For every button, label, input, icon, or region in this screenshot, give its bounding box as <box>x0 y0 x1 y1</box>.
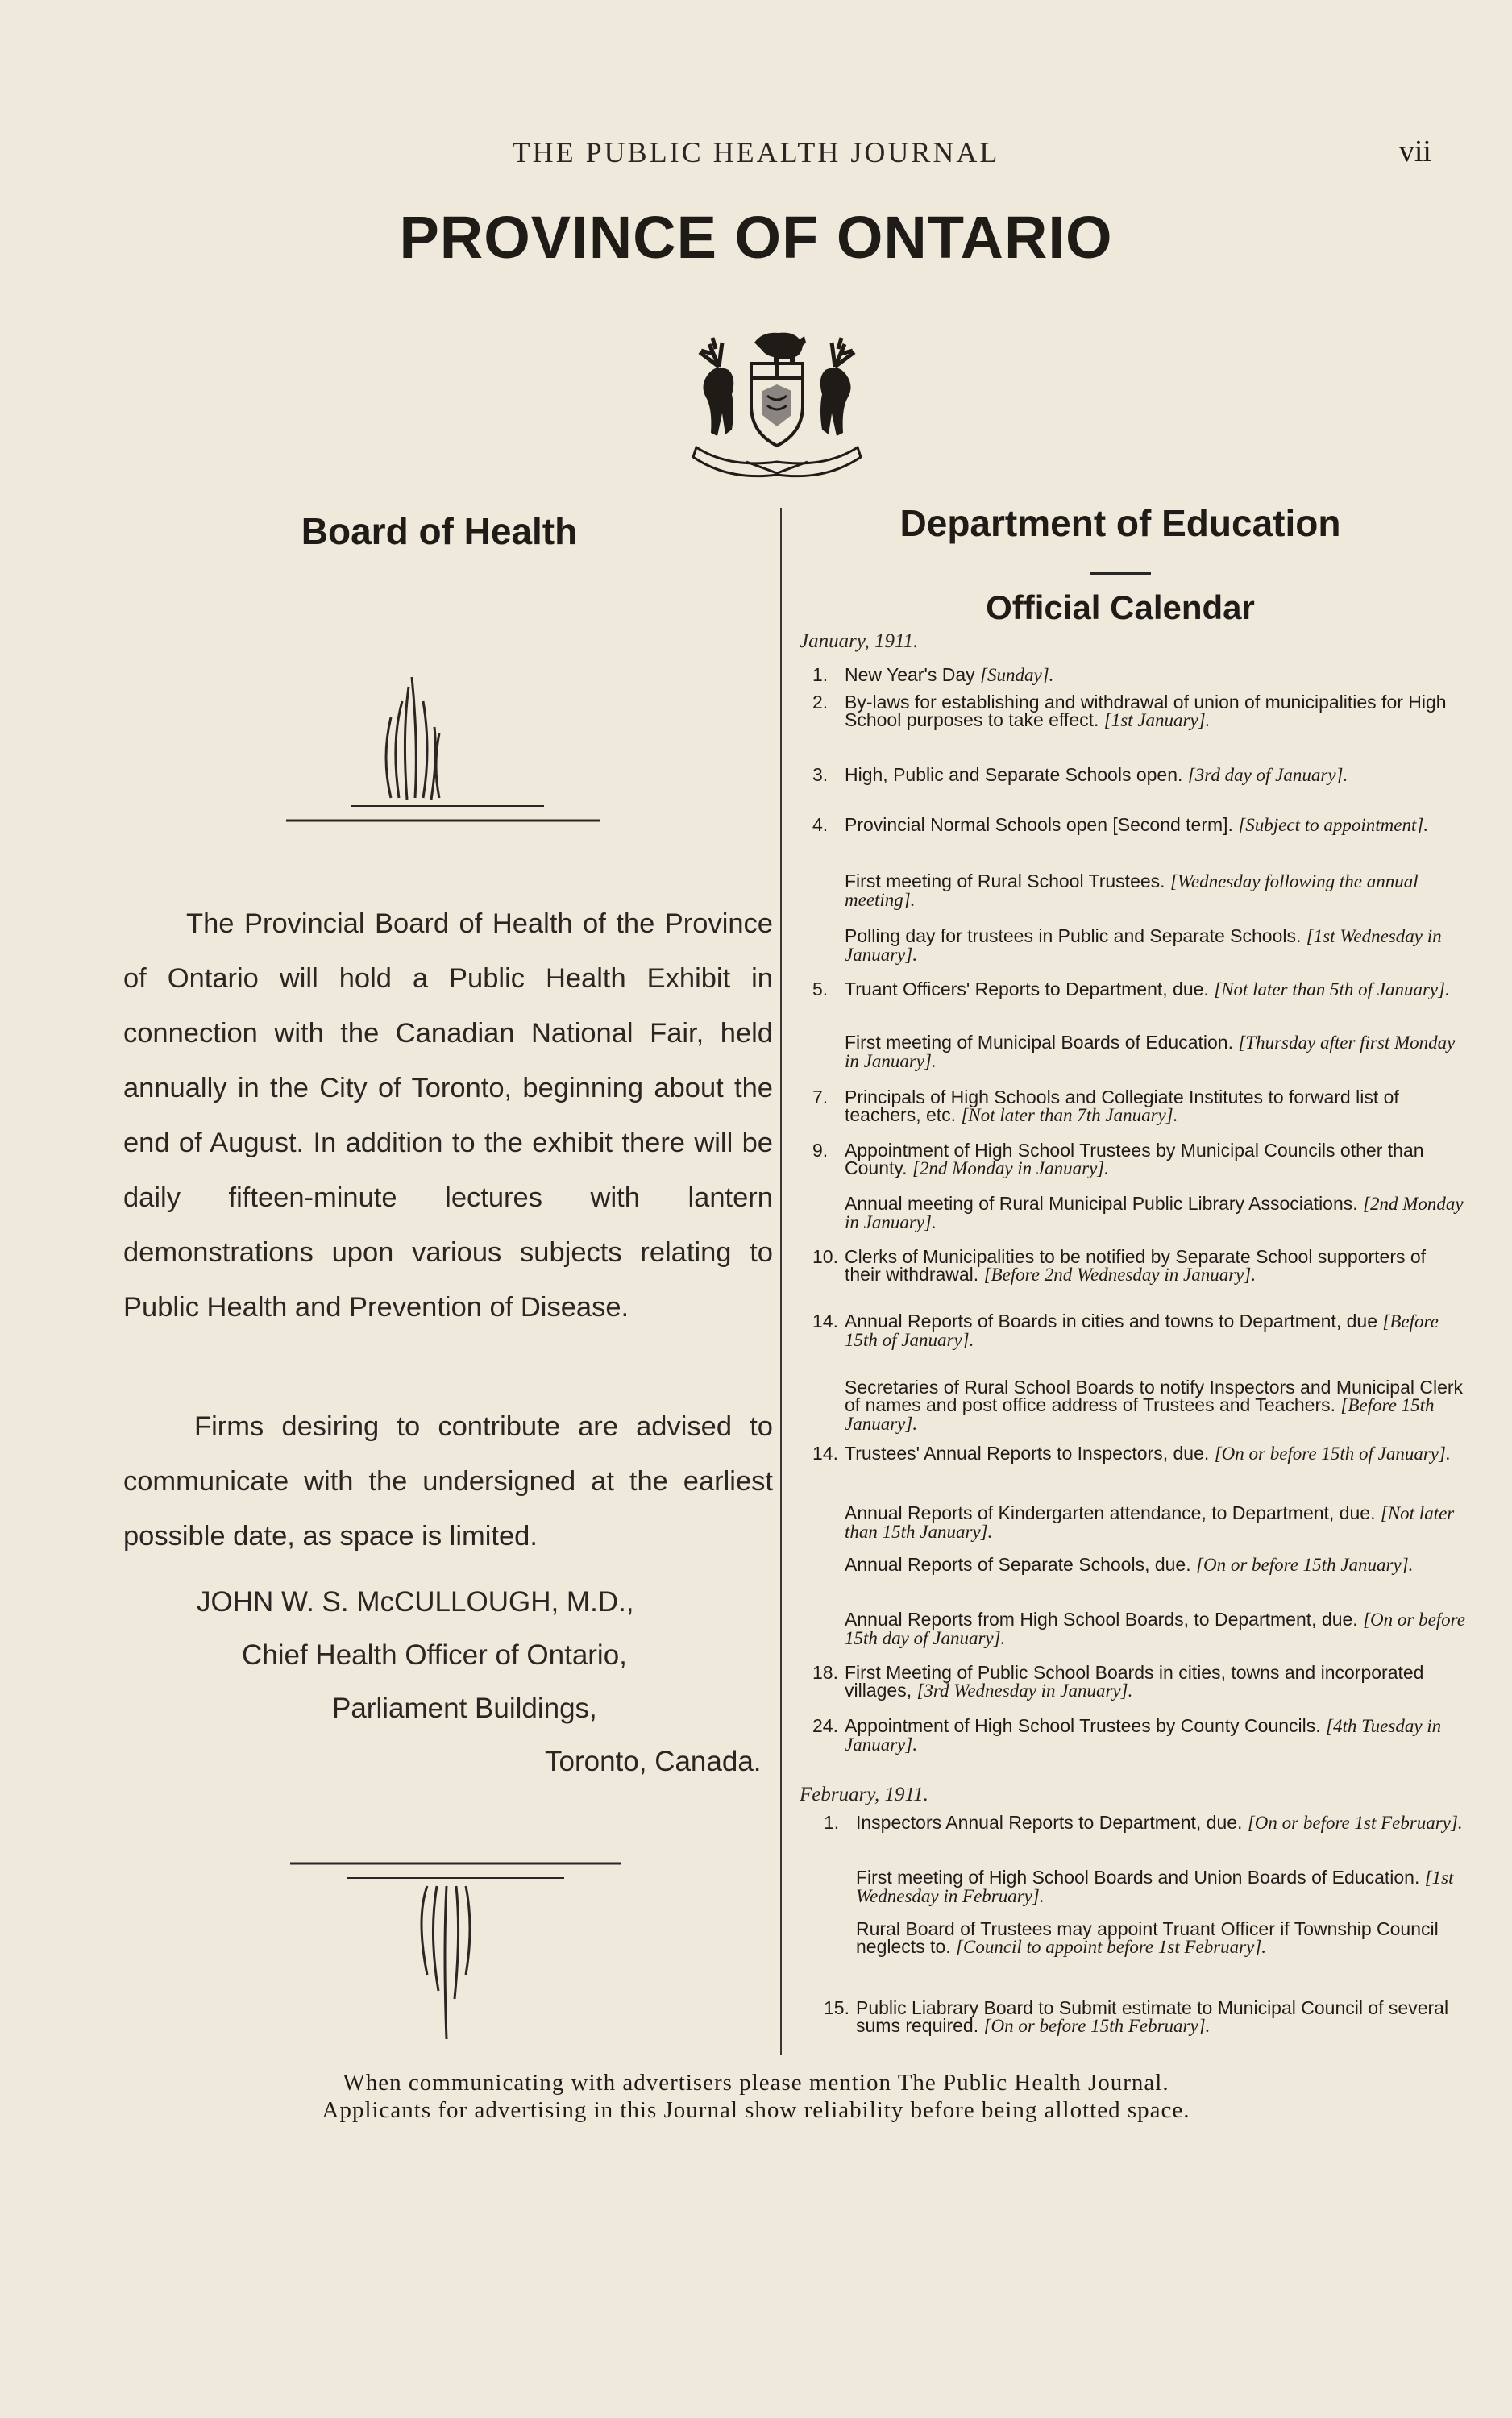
entry-date: 1. <box>812 664 829 685</box>
calendar-heading: Official Calendar <box>986 588 1255 626</box>
calendar-entry <box>812 980 1465 999</box>
entry-text: Annual meeting of Rural Municipal Public Library Associations. <box>845 1193 1364 1214</box>
entry-date: 9. <box>812 1140 829 1161</box>
entry-note: [On or before 1st February]. <box>1247 1813 1463 1833</box>
entry-note: [2nd Monday in January]. <box>845 1194 1464 1232</box>
calendar-entry <box>812 1312 1465 1349</box>
signature-title: Chief Health Officer of Ontario, <box>242 1639 627 1671</box>
flame-ornament-icon <box>286 645 600 830</box>
entry-note: [Sunday]. <box>980 665 1054 685</box>
entry-text: Secretaries of Rural School Boards to notify Inspectors and Municipal Clerk of names and post office address of Trustees and Teachers. <box>845 1377 1464 1415</box>
entry-text: Annual Reports of Boards in cities and towns to Department, due <box>845 1311 1383 1332</box>
entry-date: 18. <box>812 1662 838 1683</box>
entry-text: High, Public and Separate Schools open. <box>845 764 1188 785</box>
entry-note: [On or before 15th of January]. <box>1214 1444 1451 1464</box>
entry-date: 4. <box>812 814 829 835</box>
calendar-entry <box>812 1088 1465 1124</box>
entry-text: New Year's Day <box>845 664 981 685</box>
calendar-entry <box>824 1814 1465 1832</box>
entry-note: [Before 15th January]. <box>845 1395 1435 1434</box>
entry-note: [1st January]. <box>1103 710 1211 730</box>
calendar-entry <box>812 766 1465 784</box>
calendar-entry <box>845 1504 1465 1541</box>
entry-text: By-laws for establishing and withdrawal of union of municipalities for High School purposes to take effect. <box>845 692 1447 730</box>
exhibit-paragraph: The Provincial Board of Health of the Province of Ontario will hold a Public Health Exhibit in connection with the Canadian National Fair, held annually in the City of Toronto, beginning about the end of August. In addition to the exhibit there will be daily fifteen-minute lectures with lantern demonstrations upon various subjects relating to Public Health and Prevention of Disease. <box>123 908 773 1323</box>
entry-text: Appointment of High School Trustees by Municipal Councils other than County. <box>845 1140 1424 1178</box>
calendar-entry <box>824 1999 1465 2035</box>
calendar-entry <box>812 1717 1465 1754</box>
footer-line-1: When communicating with advertisers please mention The Public Health Journal. <box>343 2070 1169 2096</box>
entry-date: 10. <box>812 1246 838 1267</box>
calendar-entry <box>812 666 1465 684</box>
calendar-entry <box>845 1610 1465 1647</box>
entry-text: Annual Reports from High School Boards, to Department, due. <box>845 1609 1364 1630</box>
calendar-entry <box>812 1444 1465 1463</box>
column-divider <box>780 508 782 2055</box>
entry-note: [Not later than 5th of January]. <box>1214 979 1450 999</box>
calendar-entry <box>812 816 1465 834</box>
entry-date: 15. <box>824 1997 849 2018</box>
entry-text: Polling day for trustees in Public and Separate Schools. <box>845 925 1306 946</box>
entry-note: [Before 2nd Wednesday in January]. <box>983 1265 1257 1285</box>
entry-note: [Not later than 7th January]. <box>961 1105 1178 1125</box>
entry-note: [On or before 15th January]. <box>1196 1555 1414 1575</box>
entry-note: [2nd Monday in January]. <box>912 1158 1109 1178</box>
entry-text: Appointment of High School Trustees by County Councils. <box>845 1715 1327 1736</box>
signature-name: JOHN W. S. McCULLOUGH, M.D., <box>197 1586 634 1618</box>
entry-note: [4th Tuesday in January]. <box>845 1716 1442 1755</box>
entry-date: 5. <box>812 978 829 999</box>
entry-date: 1. <box>824 1812 840 1833</box>
flame-ornament-icon <box>290 1854 621 2039</box>
entry-note: [Wednesday following the annual meeting]. <box>845 871 1419 910</box>
entry-note: [On or before 15th February]. <box>983 2016 1211 2036</box>
board-of-health-heading: Board of Health <box>301 510 578 552</box>
entry-note: [Subject to appointment]. <box>1238 815 1429 835</box>
department-heading: Department of Education <box>899 502 1341 544</box>
calendar-entry <box>845 1378 1465 1433</box>
entry-text: Annual Reports of Kindergarten attendance, to Department, due. <box>845 1502 1381 1523</box>
calendar-entry <box>845 1033 1465 1070</box>
signature-city: Toronto, Canada. <box>545 1746 762 1777</box>
entry-date: 14. <box>812 1443 838 1464</box>
entry-text: Rural Board of Trustees may appoint Truant Officer if Township Council neglects to. <box>856 1918 1439 1957</box>
entry-note: [Thursday after first Monday in January]. <box>845 1032 1456 1071</box>
entry-text: First meeting of Rural School Trustees. <box>845 870 1170 891</box>
entry-note: [3rd Wednesday in January]. <box>916 1681 1133 1701</box>
calendar-entry <box>812 1248 1465 1284</box>
entry-date: 14. <box>812 1311 838 1332</box>
calendar-entry <box>812 1664 1465 1700</box>
page-title: PROVINCE OF ONTARIO <box>399 204 1113 271</box>
entry-note: [1st Wednesday in January]. <box>845 926 1442 965</box>
page-number: vii <box>1398 135 1431 168</box>
entry-note: [3rd day of January]. <box>1187 765 1348 785</box>
entry-text: Provincial Normal Schools open [Second term]. <box>845 814 1239 835</box>
entry-text: Inspectors Annual Reports to Department, due. <box>856 1812 1248 1833</box>
calendar-entry <box>856 1868 1465 1905</box>
calendar-entry <box>845 1556 1465 1574</box>
entry-text: Principals of High Schools and Collegiate Institutes to forward list of teachers, etc. <box>845 1086 1399 1125</box>
entry-text: First meeting of Municipal Boards of Education. <box>845 1032 1239 1053</box>
entry-date: 2. <box>812 692 829 713</box>
entry-note: [Before 15th of January]. <box>845 1311 1439 1350</box>
entry-date: 3. <box>812 764 829 785</box>
calendar-entry <box>856 1920 1465 1956</box>
calendar-entry <box>845 927 1465 964</box>
month-label-february: February, 1911. <box>800 1784 928 1805</box>
coat-of-arms-icon <box>683 318 870 480</box>
entry-date: 24. <box>812 1715 838 1736</box>
entry-text: First meeting of High School Boards and Union Boards of Education. <box>856 1867 1425 1888</box>
entry-text: Trustees' Annual Reports to Inspectors, due. <box>845 1443 1215 1464</box>
short-rule <box>1090 572 1151 575</box>
contribute-paragraph: Firms desiring to contribute are advised to communicate with the undersigned at the earliest possible date, as space is limited. <box>123 1411 773 1552</box>
calendar-entry <box>812 693 1465 729</box>
entry-note: [Council to appoint before 1st February]. <box>956 1937 1267 1957</box>
month-label-january: January, 1911. <box>800 630 919 652</box>
entry-note: [On or before 15th day of January]. <box>845 1610 1465 1648</box>
entry-note: [Not later than 15th January]. <box>845 1503 1455 1542</box>
entry-text: First Meeting of Public School Boards in cities, towns and incorporated villages, <box>845 1662 1424 1701</box>
entry-text: Clerks of Municipalities to be notified by Separate School supporters of their withdrawal. <box>845 1246 1427 1285</box>
entry-text: Annual Reports of Separate Schools, due. <box>845 1554 1197 1575</box>
entry-text: Truant Officers' Reports to Department, due. <box>845 978 1215 999</box>
calendar-entry <box>812 1141 1465 1178</box>
entry-note: [1st Wednesday in February]. <box>856 1868 1454 1906</box>
entry-date: 7. <box>812 1086 829 1107</box>
running-head: THE PUBLIC HEALTH JOURNAL <box>512 136 1000 168</box>
calendar-entry <box>845 872 1465 909</box>
signature-address: Parliament Buildings, <box>332 1693 597 1724</box>
calendar-entry <box>845 1194 1465 1232</box>
footer-line-2: Applicants for advertising in this Journal show reliability before being allotted space. <box>322 2097 1190 2123</box>
entry-text: Public Liabrary Board to Submit estimate to Municipal Council of several sums required. <box>856 1997 1449 2036</box>
